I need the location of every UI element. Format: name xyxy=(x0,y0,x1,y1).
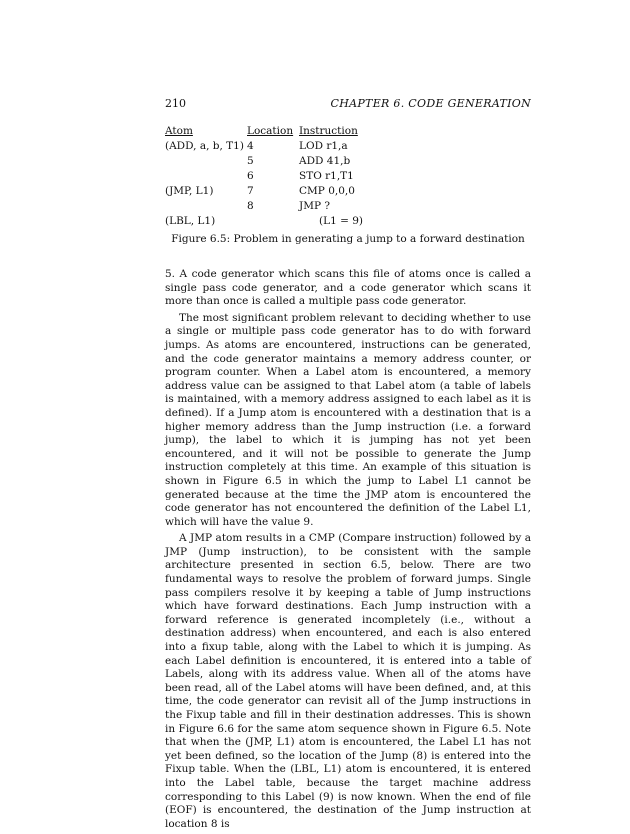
table-cell-instruction: ADD 41,b xyxy=(299,155,351,167)
table-cell-atom xyxy=(165,199,247,214)
table-cell-location xyxy=(247,214,299,229)
table-row xyxy=(165,139,419,154)
table-cell-location: 6 xyxy=(247,170,254,182)
table-cell-instruction: STO r1,T1 xyxy=(299,170,354,182)
page-number: 210 xyxy=(165,97,186,110)
table-cell-instruction: (L1 = 9) xyxy=(299,215,364,227)
column-header-atom: Atom xyxy=(165,125,193,137)
table-row xyxy=(165,169,419,184)
table-cell-location: 5 xyxy=(247,155,254,167)
table-cell-atom: (LBL, L1) xyxy=(165,215,216,227)
running-header xyxy=(165,97,531,113)
table-cell-location: 4 xyxy=(247,140,254,152)
table-row xyxy=(165,199,419,214)
table-row xyxy=(165,214,419,229)
table-cell-atom: (ADD, a, b, T1) xyxy=(165,140,244,152)
table-cell-atom xyxy=(165,169,247,184)
table-cell-instruction: LOD r1,a xyxy=(299,140,348,152)
table-cell-location: 7 xyxy=(247,185,254,197)
paragraph: A JMP atom results in a CMP (Compare instruction) followed by a JMP (Jump instruction), to be consistent with the sample architecture presented in section 6.5, below. There are two fundamental ways to resolve the problem of forward jumps. Single pass compilers resolve it by keeping a table of Jump instructions which have forward destinations. Each Jump instruction with a forward reference is generated incompletely (i.e., without a destination address) when encountered, and each is also entered into a fixup table, along with the Label to which it is jumping. As each Label definition is encountered, it is entered into a table of Labels, along with its address value. When all of the atoms have been read, all of the Label atoms will have been defined, and, at this time, the code generator can revisit all of the Jump instructions in the Fixup table and fill in their destination addresses. This is shown in Figure 6.6 for the same atom sequence shown in Figure 6.5. Note that when the (JMP, L1) atom is encountered, the Label L1 has not yet been defined, so the location of the Jump (8) is entered into the Fixup table. When the (LBL, L1) atom is encountered, it is entered into the Label table, because the target machine address corresponding to this Label (9) is now known. When the end of file (EOF) is encountered, the destination of the Jump instruction at location 8 is xyxy=(165,532,531,830)
paragraph: The most significant problem relevant to deciding whether to use a single or multiple pass code generator has to do with forward jumps. As atoms are encountered, instructions can be generated, and the code generator maintains a memory address counter, or program counter. When a Label atom is encountered, a memory address value can be assigned to that Label atom (a table of labels is maintained, with a memory address assigned to each label as it is defined). If a Jump atom is encountered with a destination that is a higher memory address than the Jump instruction (i.e. a forward jump), the label to which it is jumping has not yet been encountered, and it will not be possible to generate the Jump instruction completely at this time. An example of this situation is shown in Figure 6.5 in which the jump to Label L1 cannot be generated because at the time the JMP atom is encountered the code generator has not encountered the definition of the Label L1, which will have the value 9. xyxy=(165,311,531,528)
table-cell-instruction: CMP 0,0,0 xyxy=(299,185,355,197)
body-text xyxy=(165,268,531,834)
chapter-title: CHAPTER 6. CODE GENERATION xyxy=(330,97,531,110)
atom-location-instruction-table xyxy=(165,124,419,229)
table-row xyxy=(165,184,419,199)
table-cell-location: 8 xyxy=(247,200,254,212)
table-row xyxy=(165,154,419,169)
table-cell-instruction: JMP ? xyxy=(299,200,330,212)
column-header-instruction: Instruction xyxy=(299,125,358,137)
table-cell-atom: (JMP, L1) xyxy=(165,185,214,197)
figure-caption: Figure 6.5: Problem in generating a jump to a forward destination xyxy=(171,233,525,245)
table-cell-atom xyxy=(165,154,247,169)
table-header-row xyxy=(165,124,419,139)
column-header-location: Location xyxy=(247,125,294,137)
paragraph: 5. A code generator which scans this file of atoms once is called a single pass code generator, and a code generator which scans it more than once is called a multiple pass code generator. xyxy=(165,268,531,308)
